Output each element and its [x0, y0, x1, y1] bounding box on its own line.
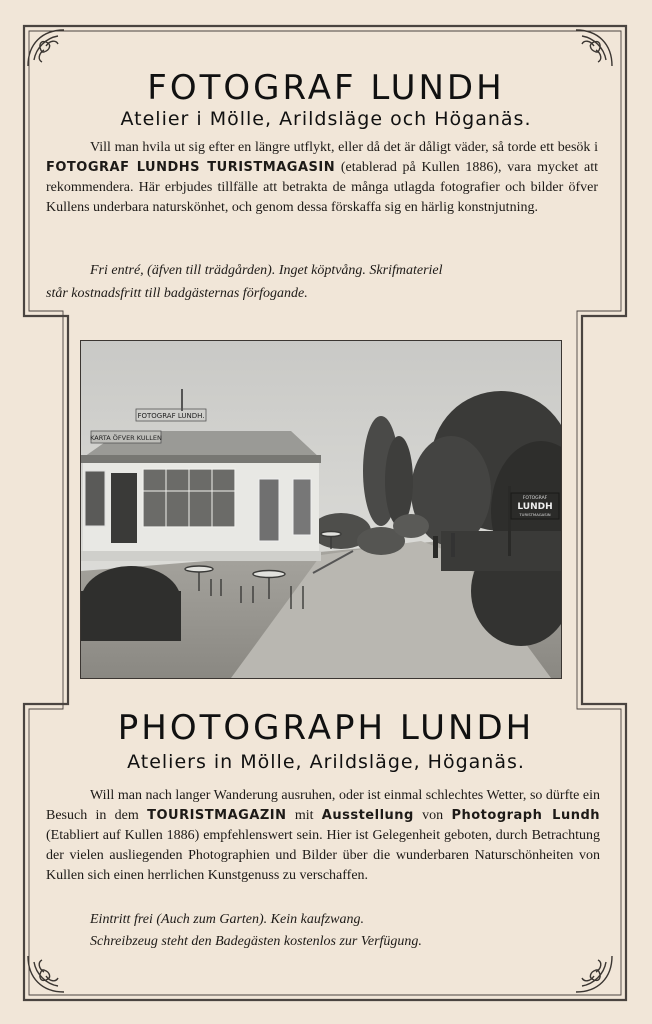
german-paragraph — [46, 786, 600, 886]
german-bold-photograph-lundh: Photograph Lundh — [451, 808, 601, 823]
german-bold-ausstellung: Ausstellung — [321, 808, 414, 823]
german-subtitle: Ateliers in Mölle, Arildsläge, Höganäs. — [127, 751, 525, 773]
swedish-paragraph — [46, 138, 598, 218]
swedish-italic-line-1: Fri entré, (äfven till trädgården). Inget köptvång. Skrifmateriel — [90, 263, 443, 278]
swedish-text-end: (etablerad på Kullen 1886), vara mycket att rekommendera. Här erbjudes tillfälle att betrakta de många utlagda fotografier och bilder öfver Kullens underbara naturskönhet, och genom dessa förskaffa sig en härlig konstnjutning. — [46, 160, 599, 215]
roof-sign-text: FOTOGRAF LUNDH. — [137, 412, 205, 420]
corner-ornament-icon — [572, 952, 616, 996]
post-sign-main-text: LUNDH — [517, 502, 553, 512]
photograph-illustration — [81, 341, 561, 678]
german-text-end: (Etabliert auf Kullen 1886) empfehlenswert sein. Hier ist Gelegenheit geboten, durch Betrachtung der vielen ausliegenden Photographien und Bilder über die wunderbaren Naturschönheiten von Kullen sich einen herrlichen Kunstgenuss zu verschaffen. — [46, 828, 600, 883]
german-italic-line-1: Eintritt frei (Auch zum Garten). Kein kaufzwang. — [90, 912, 365, 927]
german-title: PHOTOGRAPH LUNDH — [117, 708, 535, 748]
post-sign-bottom-text: TURISTMAGASIN — [519, 512, 551, 517]
swedish-bold-name: FOTOGRAF LUNDHS TURISTMAGASIN — [46, 160, 336, 175]
german-text-start: Will man nach langer Wanderung ausruhen, oder ist einmal schlechtes Wetter, so dürfte ein Besuch in dem — [46, 788, 600, 823]
corner-ornament-icon — [24, 952, 68, 996]
swedish-text-start: Vill man hvila ut sig efter en längre utflykt, eller då det är dåligt väder, så torde ett besök i — [90, 140, 598, 155]
german-text-mid-2: von — [422, 808, 444, 823]
corner-ornament-icon — [572, 26, 616, 70]
post-sign-top-text: FOTOGRAF — [522, 496, 548, 501]
house-sign-text: KARTA ÖFVER KULLEN — [90, 434, 162, 442]
swedish-italic-line-2: står kostnadsfritt till badgästernas förfogande. — [46, 286, 308, 301]
german-text-mid-1: mit — [294, 808, 314, 823]
german-bold-touristmagazin: TOURISTMAGAZIN — [147, 808, 287, 823]
swedish-title: FOTOGRAF LUNDH — [147, 68, 505, 108]
corner-ornament-icon — [24, 26, 68, 70]
swedish-subtitle: Atelier i Mölle, Arildsläge och Höganäs. — [120, 108, 532, 130]
german-italic-line-2: Schreibzeug steht den Badegästen kostenlos zur Verfügung. — [90, 934, 422, 949]
shop-photograph — [80, 340, 562, 679]
